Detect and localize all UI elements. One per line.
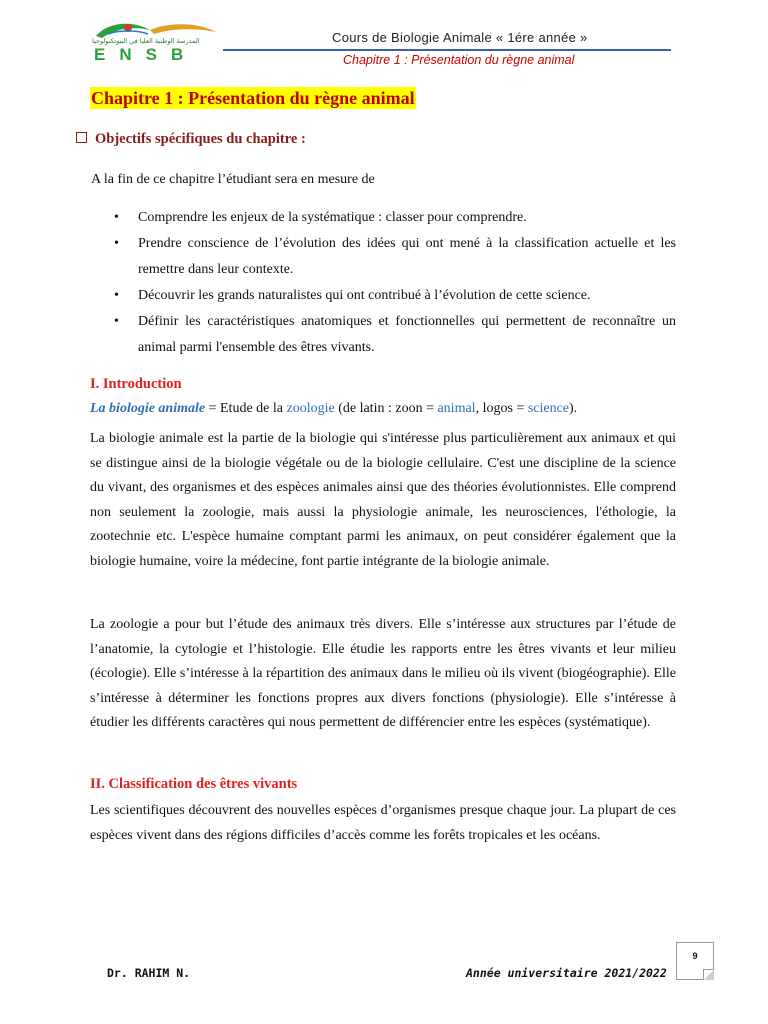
page-number-box bbox=[676, 942, 714, 980]
definition-text: ). bbox=[569, 401, 578, 416]
logo-arabic-text: المدرسة الوطنية العليا في البيوتكنولوجيا bbox=[92, 37, 200, 45]
definition-line bbox=[90, 401, 577, 417]
objectives-list bbox=[90, 205, 676, 361]
link-animal[interactable]: animal bbox=[437, 401, 476, 416]
paragraph-biologie-animale: La biologie animale est la partie de la biologie qui s'intéresse plus particulièrement aux animaux et qui se distingue ainsi de la biologie végétale ou de la biologie cellulaire. C'est une discipline de la science du vivant, des organismes et des espèces animales ainsi que des théories évolutionnistes. Elle comprend non seulement la zoologie, mais aussi la physiologie animale, les neurosciences, l'éthologie, la zootechnie etc. L'espèce humaine comptant parmi les animaux, on peut considérer également que la biologie humaine, voire la médecine, font partie intégrante de la biologie animale. bbox=[90, 431, 676, 569]
logo-wordmark: ENSB bbox=[94, 45, 198, 64]
footer-academic-year: Année universitaire 2021/2022 bbox=[466, 966, 667, 980]
footer-author: Dr. RAHIM N. bbox=[107, 966, 191, 980]
header-course-title: Cours de Biologie Animale « 1ére année » bbox=[332, 30, 588, 45]
definition-text: , logos = bbox=[475, 401, 528, 416]
section-heading-classification: II. Classification des êtres vivants bbox=[90, 776, 298, 792]
list-item: • Définir les caractéristiques anatomiques et fonctionnelles qui permettent de reconnaître un animal parmi l'ensemble des êtres vivants. bbox=[90, 309, 676, 361]
objectives-intro: A la fin de ce chapitre l’étudiant sera en mesure de bbox=[91, 172, 375, 187]
page-number: 9 bbox=[692, 951, 698, 961]
definition-text: = Etude de la bbox=[205, 401, 287, 416]
list-item: • Prendre conscience de l’évolution des idées qui ont mené à la classification actuelle et les remettre dans leur contexte. bbox=[90, 231, 676, 283]
link-science[interactable]: science bbox=[527, 401, 570, 416]
section-heading-introduction: I. Introduction bbox=[90, 376, 182, 392]
list-item: • Comprendre les enjeux de la systématique : classer pour comprendre. bbox=[90, 205, 676, 231]
paragraph-classification: Les scientifiques découvrent des nouvelles espèces d’organismes presque chaque jour. La plupart de ces espèces vivent dans des régions difficiles d’accès comme les forêts tropicales et les océans. bbox=[90, 803, 676, 843]
header-divider bbox=[223, 49, 671, 51]
definition-text: (de latin : zoon = bbox=[334, 401, 438, 416]
chapter-title: Chapitre 1 : Présentation du règne animal bbox=[91, 88, 415, 108]
definition-term: La biologie animale bbox=[90, 401, 206, 416]
objectives-heading-text: Objectifs spécifiques du chapitre : bbox=[95, 131, 306, 147]
list-item: • Découvrir les grands naturalistes qui ont contribué à l’évolution de cette science. bbox=[90, 283, 676, 309]
ensb-logo bbox=[88, 20, 220, 66]
checkbox-icon bbox=[76, 132, 87, 143]
paragraph-zoologie: La zoologie a pour but l’étude des animaux très divers. Elle s’intéresse aux structures par l’étude de l’anatomie, la cytologie et l’histologie. Elle étudie les rapports entre les êtres vivants et leur milieu (écologie). Elle s’intéresse à la répartition des animaux dans le milieu où ils vivent (biogéographie). Elle s’intéresse à déterminer les fonctions propres aux divers fonctions (physiologie). Elle s’intéresse à étudier les différents caractères qui nous permettent de différencier entre les espèces (systématique). bbox=[90, 617, 676, 730]
page-fold-icon bbox=[703, 969, 714, 980]
header-chapter-title: Chapitre 1 : Présentation du règne animal bbox=[343, 53, 575, 67]
objectives-heading bbox=[76, 131, 306, 148]
link-zoologie[interactable]: zoologie bbox=[286, 401, 335, 416]
